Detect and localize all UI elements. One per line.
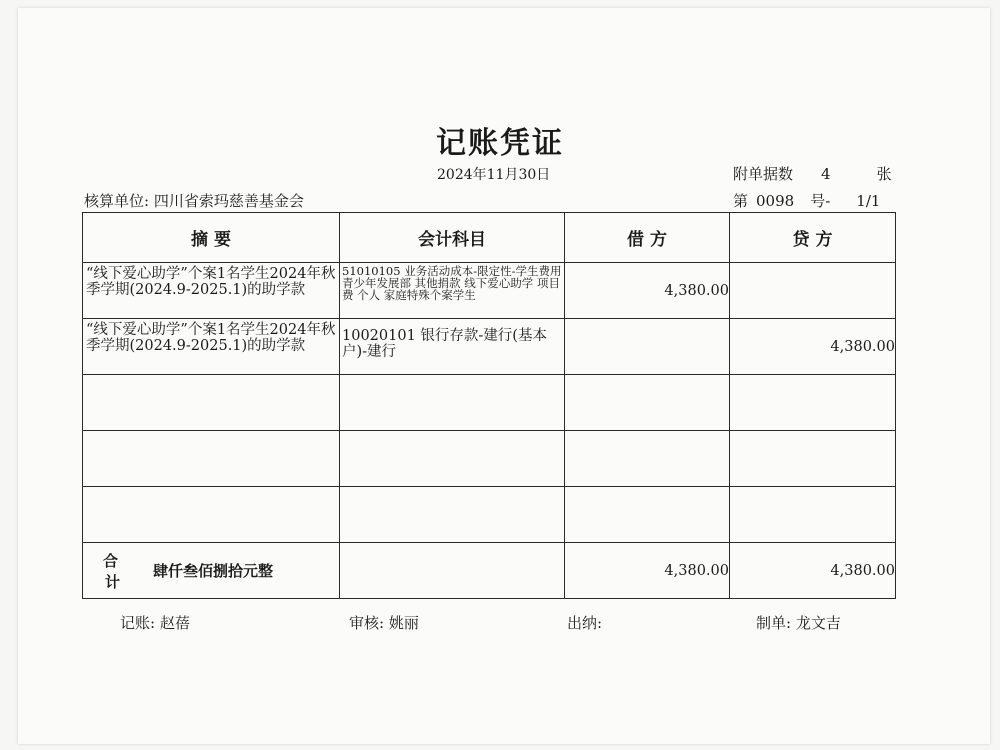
voucher-number-info (733, 190, 880, 211)
voucher-page: 1/1 (856, 192, 881, 210)
entry-summary: “线下爱心助学”个案1名学生2024年秋季学期(2024.9-2025.1)的助学款 (86, 266, 336, 298)
org-info (84, 190, 304, 211)
entry-summary: “线下爱心助学”个案1名学生2024年秋季学期(2024.9-2025.1)的助学款 (86, 322, 336, 354)
reviewer-signature: 审核: 姚丽 (349, 614, 419, 632)
total-in-words: 肆仟叁佰捌拾元整 (153, 562, 274, 580)
total-cell (83, 543, 340, 599)
voucher-date: 2024年11月30日 (437, 167, 551, 183)
col-account-header: 会计科目 (340, 213, 565, 263)
table-row (83, 319, 896, 375)
voucher-suffix: 号- (810, 192, 831, 210)
entry-debit (565, 319, 730, 375)
table-header-row (83, 213, 896, 263)
preparer-signature: 制单: 龙文吉 (756, 614, 841, 632)
col-debit-header: 借 方 (565, 213, 730, 263)
total-label-a: 合 (103, 551, 119, 570)
voucher-table (82, 212, 896, 599)
attachments-label: 附单据数 (733, 165, 794, 183)
bookkeeper-signature: 记账: 赵蓓 (120, 614, 190, 632)
page-title: 记账凭证 (436, 126, 564, 161)
attachments-info (733, 163, 892, 184)
col-summary-header: 摘 要 (83, 213, 340, 263)
attachments-count: 4 (821, 165, 831, 183)
attachments-unit: 张 (876, 165, 892, 183)
entry-debit: 4,380.00 (565, 263, 730, 319)
voucher-number: 0098 (756, 192, 795, 210)
cashier-signature: 出纳: (567, 614, 603, 632)
org-name: 四川省索玛慈善基金会 (153, 192, 304, 210)
empty-row (83, 431, 896, 487)
entry-credit: 4,380.00 (730, 319, 896, 375)
entry-account: 10020101 银行存款-建行(基本户)-建行 (342, 328, 547, 360)
col-credit-header: 贷 方 (730, 213, 896, 263)
entry-credit (730, 263, 896, 319)
table-row (83, 263, 896, 319)
voucher-prefix: 第 (733, 192, 749, 210)
empty-row (83, 375, 896, 431)
empty-row (83, 487, 896, 543)
org-label: 核算单位: (84, 192, 150, 210)
entry-account: 51010105 业务活动成本-限定性-学生费用 青少年发展部 其他捐款 线下爱心助学 项目费 个人 家庭特殊个案学生 (342, 264, 562, 302)
total-credit: 4,380.00 (730, 543, 896, 599)
total-debit: 4,380.00 (565, 543, 730, 599)
total-label-b: 计 (105, 572, 121, 591)
total-row (83, 543, 896, 599)
